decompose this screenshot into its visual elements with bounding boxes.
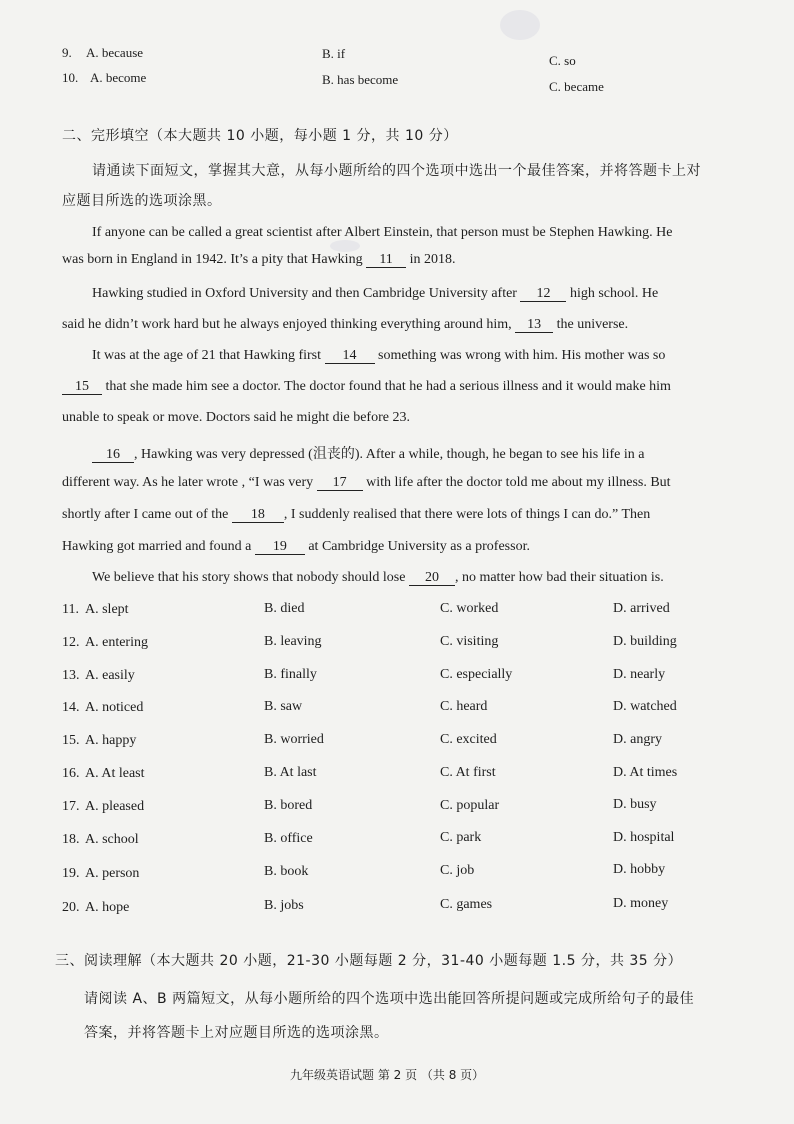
option-a: A. hope [85, 900, 130, 915]
option-c: C. popular [440, 798, 500, 813]
passage-line [92, 570, 664, 586]
option-d: D. busy [613, 797, 657, 812]
question-number: 14. [62, 700, 80, 715]
option-d: D. nearly [613, 667, 666, 682]
option-c: C. excited [440, 732, 497, 747]
option-a: A. happy [85, 733, 137, 748]
passage-text: , I suddenly realised that there were lots of things I can do.” Then [283, 507, 651, 522]
passage-line [62, 539, 530, 555]
scan-smudge [500, 10, 540, 40]
question-number: 13. [62, 668, 80, 683]
option-b: B. At last [264, 765, 317, 780]
option-c: C. especially [440, 667, 513, 682]
passage-text: something was wrong with him. His mother was so [374, 348, 666, 363]
question-number: 9. [62, 45, 72, 60]
passage-text: at Cambridge University as a professor. [304, 539, 530, 554]
page-footer: 九年级英语试题 第 2 页 （共 8 页） [290, 1068, 485, 1082]
instruction-line: 答案，并将答题卡上对应题目所选的选项涂黑。 [84, 1025, 389, 1041]
question-number: 19. [62, 866, 80, 881]
option-d: D. hospital [613, 830, 675, 845]
passage-line: unable to speak or move. Doctors said he might die before 23. [62, 410, 410, 425]
blank-19: 19 [255, 540, 305, 555]
option-c: C. park [440, 830, 482, 845]
blank-18: 18 [232, 508, 284, 523]
option-b: B. if [322, 46, 346, 61]
passage-text: said he didn’t work hard but he always enjoyed thinking everything around him, [62, 317, 516, 332]
option-d: D. hobby [613, 862, 666, 877]
instruction-line: 请阅读 A、B 两篇短文，从每小题所给的四个选项中选出能回答所提问题或完成所给句子的最佳 [84, 991, 695, 1007]
passage-text: different way. As he later wrote , “I was very [62, 475, 317, 490]
option-a: A. noticed [85, 700, 144, 715]
option-d: D. At times [613, 765, 678, 780]
blank-14: 14 [325, 349, 375, 364]
passage-line [62, 379, 671, 395]
option-b: B. died [264, 601, 305, 616]
passage-line [62, 252, 455, 268]
option-a: A. school [85, 832, 139, 847]
passage-line [62, 317, 628, 333]
option-c: C. job [440, 863, 475, 878]
option-b: B. jobs [264, 898, 304, 913]
instruction-line: 应题目所选的选项涂黑。 [62, 193, 222, 209]
blank-13: 13 [515, 318, 553, 333]
option-c: C. At first [440, 765, 496, 780]
option-c: C. worked [440, 601, 499, 616]
passage-text: We believe that his story shows that nobody should lose [92, 570, 409, 585]
passage-line [92, 286, 658, 302]
passage-line [92, 443, 644, 463]
question-number: 12. [62, 635, 80, 650]
question-number: 16. [62, 766, 80, 781]
option-d: D. angry [613, 732, 662, 747]
passage-line [92, 348, 665, 364]
blank-20: 20 [409, 571, 455, 586]
option-b: B. finally [264, 667, 317, 682]
option-c: C. games [440, 897, 493, 912]
blank-16: 16 [92, 448, 134, 463]
option-b: B. book [264, 864, 309, 879]
option-b: B. office [264, 831, 313, 846]
passage-text: was born in England in 1942. It’s a pity that Hawking [62, 252, 367, 267]
blank-15: 15 [62, 380, 102, 395]
question-number: 17. [62, 799, 80, 814]
passage-text: high school. He [566, 286, 659, 301]
option-d: D. watched [613, 699, 677, 714]
option-b: B. bored [264, 798, 313, 813]
option-d: D. building [613, 634, 677, 649]
option-c: C. visiting [440, 634, 499, 649]
option-b: B. has become [322, 72, 399, 87]
passage-text: in 2018. [406, 252, 456, 267]
option-b: B. worried [264, 732, 324, 747]
option-b: B. saw [264, 699, 303, 714]
passage-text: Hawking studied in Oxford University and then Cambridge University after [92, 286, 521, 301]
blank-11: 11 [366, 253, 406, 268]
passage-text: Hawking got married and found a [62, 539, 255, 554]
passage-text: that she made him see a doctor. The doctor found that he had a serious illness and it would make him [102, 379, 671, 394]
question-number: 20. [62, 900, 80, 915]
passage-line: If anyone can be called a great scientist after Albert Einstein, that person must be Stephen Hawking. He [92, 225, 673, 240]
option-a: A. At least [85, 766, 145, 781]
passage-text: with life after the doctor told me about my illness. But [362, 475, 671, 490]
question-number: 18. [62, 832, 80, 847]
blank-17: 17 [317, 476, 363, 491]
passage-line [62, 507, 650, 523]
blank-12: 12 [520, 287, 566, 302]
passage-line [62, 475, 671, 491]
passage-text: the universe. [553, 317, 629, 332]
section-title: 二、完形填空（本大题共 10 小题，每小题 1 分，共 10 分） [62, 128, 458, 144]
option-c: C. became [549, 79, 604, 94]
section-title: 三、阅读理解（本大题共 20 小题，21-30 小题每题 2 分，31-40 小题每题 1.5 分，共 35 分） [55, 953, 683, 969]
passage-text: , no matter how bad their situation is. [454, 570, 664, 585]
passage-text: shortly after I came out of the [62, 507, 232, 522]
option-a: A. become [90, 70, 147, 85]
passage-text: It was at the age of 21 that Hawking first [92, 348, 325, 363]
option-d: D. arrived [613, 601, 670, 616]
option-a: A. pleased [85, 799, 145, 814]
option-a: A. slept [85, 602, 129, 617]
instruction-line: 请通读下面短文，掌握其大意，从每小题所给的四个选项中选出一个最佳答案，并将答题卡上对 [92, 163, 701, 179]
passage-text: , Hawking was very depressed (沮丧的). After a while, though, he began to see his life in a [134, 447, 645, 462]
option-a: A. entering [85, 635, 148, 650]
option-a: A. because [86, 45, 144, 60]
option-a: A. person [85, 866, 140, 881]
question-number: 11. [62, 602, 79, 617]
option-b: B. leaving [264, 634, 322, 649]
option-d: D. money [613, 896, 669, 911]
scan-smudge [330, 240, 360, 252]
question-number: 10. [62, 70, 79, 85]
option-a: A. easily [85, 668, 135, 683]
question-number: 15. [62, 733, 80, 748]
option-c: C. heard [440, 699, 488, 714]
option-c: C. so [549, 53, 576, 68]
